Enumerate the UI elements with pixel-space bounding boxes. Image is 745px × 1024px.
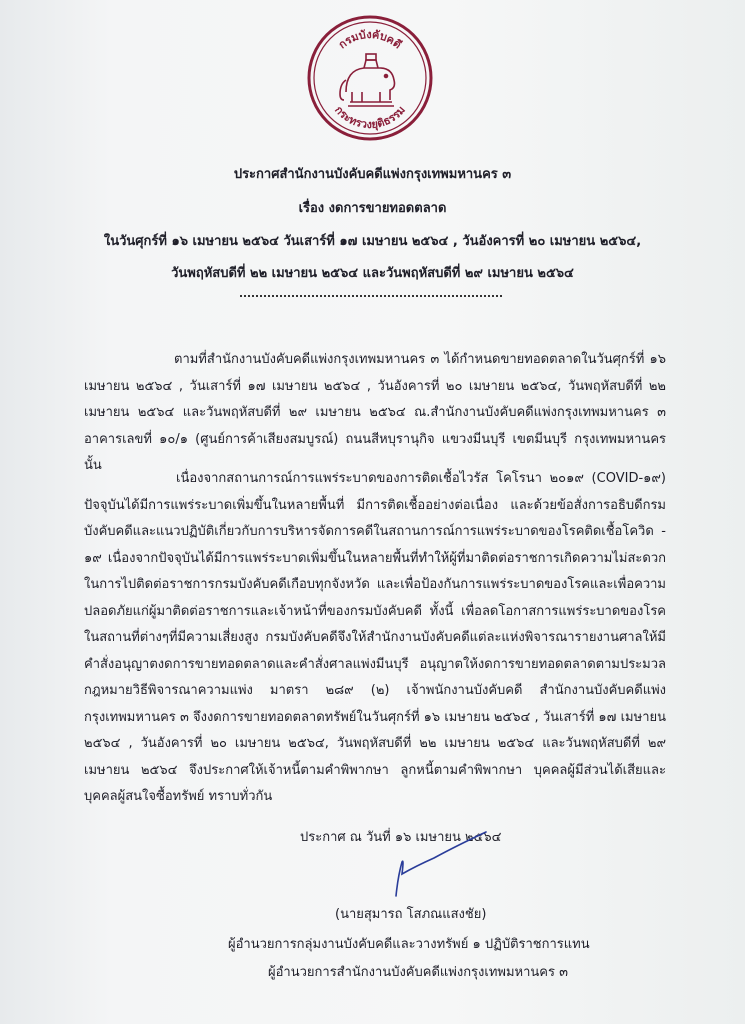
handwritten-signature [372, 828, 492, 898]
body-paragraph-2: เนื่องจากสถานการณ์การแพร่ระบาดของการติดเชื้อไวรัส โคโรนา ๒๐๑๙ (COVID-๑๙) ปัจจุบันได้มีการแพร่ระบาดเพิ่มขึ้นในหลายพื้นที่ มีการติดเชื้ออย่างต่อเนื่อง และด้วยข้อสั่งการอธิบดีกรมบังคับคดีและแนวปฏิบัติเกี่ยวกับการบริหารจัดการคดีในสถานการณ์การแพร่ระบาดของโรคติดเชื้อโควิด - ๑๙ เนื่องจากปัจจุบันได้มีการแพร่ระบาดเพิ่มขึ้นในหลายพื้นที่ทำให้ผู้ที่มาติดต่อราชการเกิดความไม่สะดวกในการไปติดต่อราชการกรมบังคับคดีเกือบทุกจังหวัด และเพื่อป้องกันการแพร่ระบาดของโรคและเพื่อความปลอดภัยแก่ผู้มาติดต่อราชการและเจ้าหน้าที่ของกรมบังคับคดี ทั้งนี้ เพื่อลดโอกาสการแพร่ระบาดของโรคในสถานที่ต่างๆที่มีความเสี่ยงสูง กรมบังคับคดีจึงให้สำนักงานบังคับคดีแต่ละแห่งพิจารณารายงานศาลให้มีคำสั่งอนุญาตงดการขายทอดตลาดและคำสั่งศาลแพ่งมีนบุรี อนุญาตให้งดการขายทอดตลาดตามประมวลกฎหมายวิธีพิจารณาความแพ่ง มาตรา ๒๘๙ (๒) เจ้าพนักงานบังคับคดี สำนักงานบังคับคดีแพ่งกรุงเทพมหานคร ๓ จึงงดการขายทอดตลาดทรัพย์ในวันศุกร์ที่ ๑๖ เมษายน ๒๕๖๔ , วันเสาร์ที่ ๑๗ เมษายน ๒๕๖๔ , วันอังคารที่ ๒๐ เมษายน ๒๕๖๔, วันพฤหัสบดีที่ ๒๒ เมษายน ๒๕๖๔ และวันพฤหัสบดีที่ ๒๙ เมษายน ๒๕๖๔ จึงประกาศให้เจ้าหนี้ตามคำพิพากษา ลูกหนี้ตามคำพิพากษา บุคคลผู้มีส่วนได้เสียและบุคคลผู้สนใจซื้อทรัพย์ ทราบทั่วกัน [84, 471, 666, 804]
announcement-title: ประกาศสำนักงานบังคับคดีแพ่งกรุงเทพมหานคร ๓ [233, 167, 512, 182]
signer-position-2: ผู้อำนวยการสำนักงานบังคับคดีแพ่งกรุงเทพมหานคร ๓ [268, 965, 568, 980]
body-paragraph-1: ตามที่สำนักงานบังคับคดีแพ่งกรุงเทพมหานคร ๓ ได้กำหนดขายทอดตลาดในวันศุกร์ที่ ๑๖ เมษายน ๒๕๖๔ , วันเสาร์ที่ ๑๗ เมษายน ๒๕๖๔ , วันอังคารที่ ๒๐ เมษายน ๒๕๖๔, วันพฤหัสบดีที่ ๒๒ เมษายน ๒๕๖๔ และวันพฤหัสบดีที่ ๒๙ เมษายน ๒๕๖๔ ณ.สำนักงานบังคับคดีแพ่งกรุงเทพมหานคร ๓ อาคารเลขที่ ๑๐/๑ (ศูนย์การค้าเสียงสมบูรณ์) ถนนสีหบุรานุกิจ แขวงมีนบุรี เขตมีนบุรี กรุงเทพมหานคร นั้น [84, 352, 666, 473]
seal-bottom-text: กระทรวงยุติธรรม [332, 103, 408, 132]
svg-text:กรมบังคับคดี [336, 28, 404, 51]
signer-position-1: ผู้อำนวยการกลุ่มงานบังคับคดีและวางทรัพย์ ๑ ปฏิบัติราชการแทน [228, 937, 590, 952]
announcement-dates-line1: ในวันศุกร์ที่ ๑๖ เมษายน ๒๕๖๔ วันเสาร์ที่ ๑๗ เมษายน ๒๕๖๔ , วันอังคารที่ ๒๐ เมษายน ๒๕๖๔, [103, 234, 642, 249]
seal-top-text: กรมบังคับคดี [335, 27, 405, 52]
signer-name: (นายสุมารถ โสภณแสงชัย) [335, 907, 487, 922]
announcement-dates-line2: วันพฤหัสบดีที่ ๒๒ เมษายน ๒๕๖๔ และวันพฤหัสบดีที่ ๒๙ เมษายน ๒๕๖๔ [171, 266, 574, 281]
dotted-divider [240, 295, 502, 297]
announcement-subject: เรื่อง งดการขายทอดตลาด [298, 201, 447, 216]
elephant-icon [340, 54, 395, 106]
announcement-date: ประกาศ ณ วันที่ ๑๖ เมษายน ๒๕๖๔ [300, 830, 502, 845]
department-seal [306, 14, 434, 142]
